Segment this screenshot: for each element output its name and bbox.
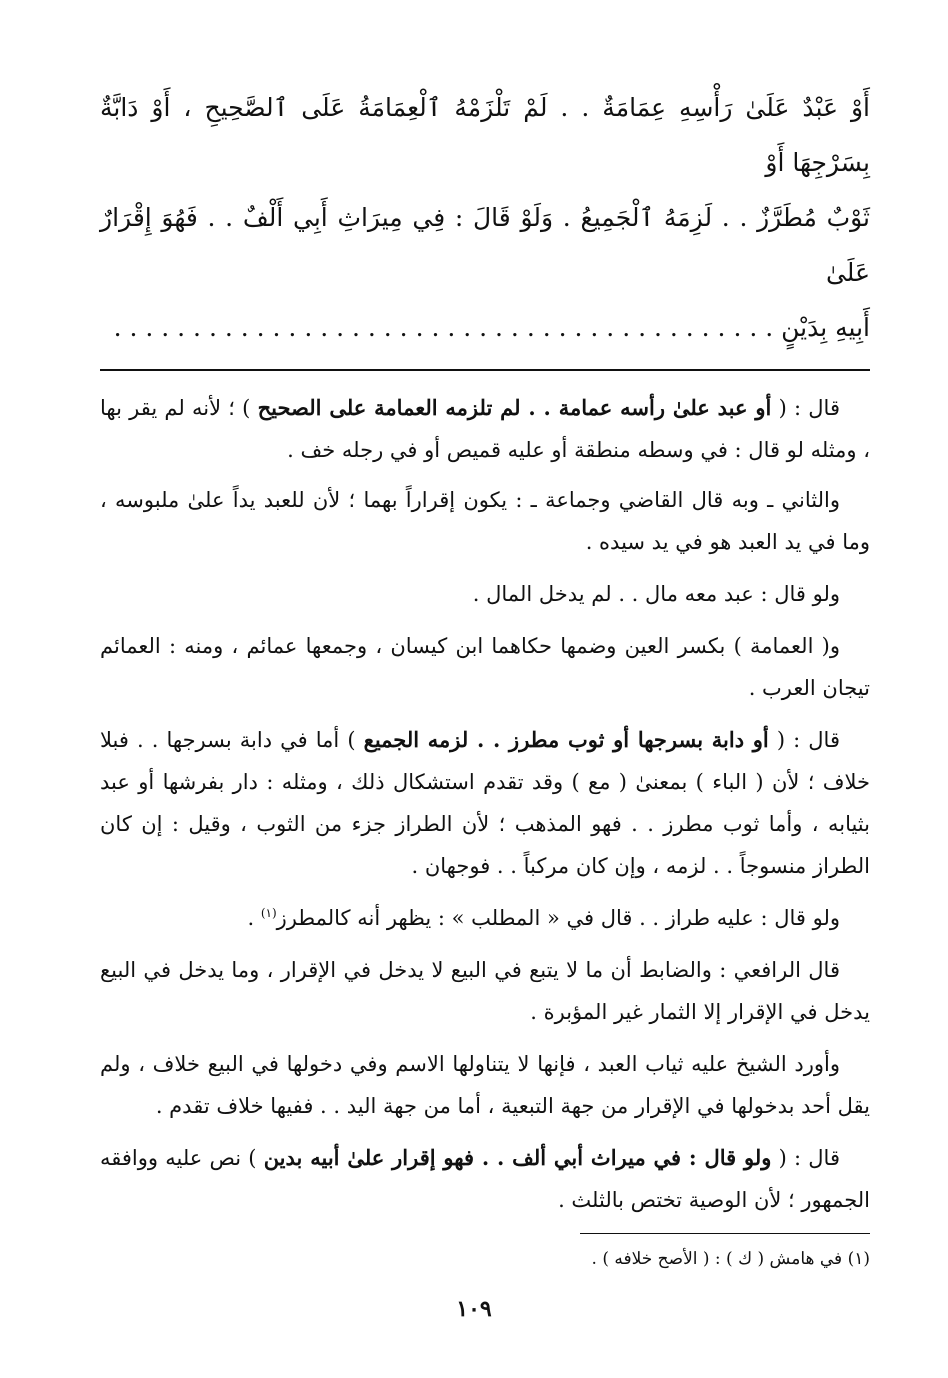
commentary-paragraph (100, 1137, 870, 1221)
footnote (100, 1244, 870, 1274)
commentary-paragraph (100, 387, 870, 471)
commentary-paragraph (100, 719, 870, 887)
commentary-rest: ) نص عليه ووافقه الجمهور ؛ لأن الوصية تختص بالثلث . (100, 1146, 870, 1212)
matn-text (100, 80, 870, 355)
footnote-number: (١) (847, 1249, 870, 1269)
footnote-marker: (١) (260, 906, 277, 920)
qala-label: قال : ( (776, 728, 840, 752)
page-number: ١٠٩ (456, 1296, 492, 1322)
separator-rule (100, 369, 870, 371)
quoted-matn: ولو قال : في ميراث أبي ألف . . فهو إقرار علىٰ أبيه بدين (263, 1145, 772, 1170)
quoted-matn: أو عبد علىٰ رأسه عمامة . . لم تلزمه العمامة على الصحيح (257, 395, 772, 420)
matn-line: أَبِيهِ بِدَيْنٍ . . . . . . . . . . . . . . . . . . . . . . . . . . . . . . . . . . . . . . . . . . (113, 313, 870, 342)
commentary-paragraph (100, 897, 870, 939)
commentary-paragraph: ولو قال : عبد معه مال . . لم يدخل المال . (472, 582, 840, 606)
commentary-rest: ولو قال : عليه طراز . . قال في « المطلب » : يظهر أنه كالمطرز (276, 906, 840, 930)
qala-label: قال : ( (778, 396, 840, 420)
commentary-text (100, 387, 870, 1221)
commentary-paragraph: قال الرافعي : والضابط أن ما لا يتبع في البيع لا يدخل في الإقرار ، وما يدخل في البيع يدخل في الإقرار إلا الثمار غير المؤبرة . (100, 958, 870, 1024)
commentary-rest: ) أما في دابة بسرجها . . فبلا خلاف ؛ لأن ( الباء ) بمعنىٰ ( مع ) وقد تقدم استشكال ذلك ، ومثله : دار بفرشها أو عبد بثيابه ، وأما ثوب مطرز . . فهو المذهب ؛ لأن الطراز جزء من الثوب ، وقيل : إن كان الطراز منسوجاً . . لزمه ، وإن كان مركباً . . فوجهان . (100, 728, 870, 878)
quoted-matn: أو دابة بسرجها أو ثوب مطرز . . لزمه الجميع (363, 727, 769, 752)
commentary-rest: ) ؛ لأنه لم يقر بها ، ومثله لو قال : في وسطه منطقة أو عليه قميص أو في رجله خف . (100, 396, 870, 462)
qala-label: قال : ( (778, 1146, 840, 1170)
commentary-end: . (247, 906, 261, 930)
matn-line: ثَوْبٌ مُطَرَّزٌ . . لَزِمَهُ ٱلْجَمِيعُ . وَلَوْ قَالَ : فِي مِيرَاثِ أَبِي أَلْفٌ . . فَهُوَ إِقْرَارٌ عَلَىٰ (100, 203, 870, 287)
commentary-paragraph: والثاني ـ وبه قال القاضي وجماعة ـ : يكون إقراراً بهما ؛ لأن للعبد يداً علىٰ ملبوسه ، وما في يد العبد هو في يد سيده . (100, 488, 870, 554)
matn-line: أَوْ عَبْدٌ عَلَىٰ رَأْسِهِ عِمَامَةٌ . . لَمْ تَلْزَمْهُ ٱلْعِمَامَةُ عَلَى ٱلصَّحِيحِ ، أَوْ دَابَّةٌ بِسَرْجِهَا أَوْ (100, 93, 870, 177)
page-content (100, 80, 870, 1274)
commentary-paragraph: و( العمامة ) بكسر العين وضمها حكاهما ابن كيسان ، وجمعها عمائم ، ومنه : العمائم تيجان العرب . (100, 634, 870, 700)
footnote-rule (580, 1233, 870, 1234)
footnote-text: في هامش ( ك ) : ( الأصح خلافه ) . (591, 1249, 843, 1269)
commentary-paragraph: وأورد الشيخ عليه ثياب العبد ، فإنها لا يتناولها الاسم وفي دخولها في البيع خلاف ، ولم يقل أحد بدخولها في الإقرار من جهة التبعية ، أما من جهة اليد . . ففيها خلاف تقدم . (100, 1052, 870, 1118)
